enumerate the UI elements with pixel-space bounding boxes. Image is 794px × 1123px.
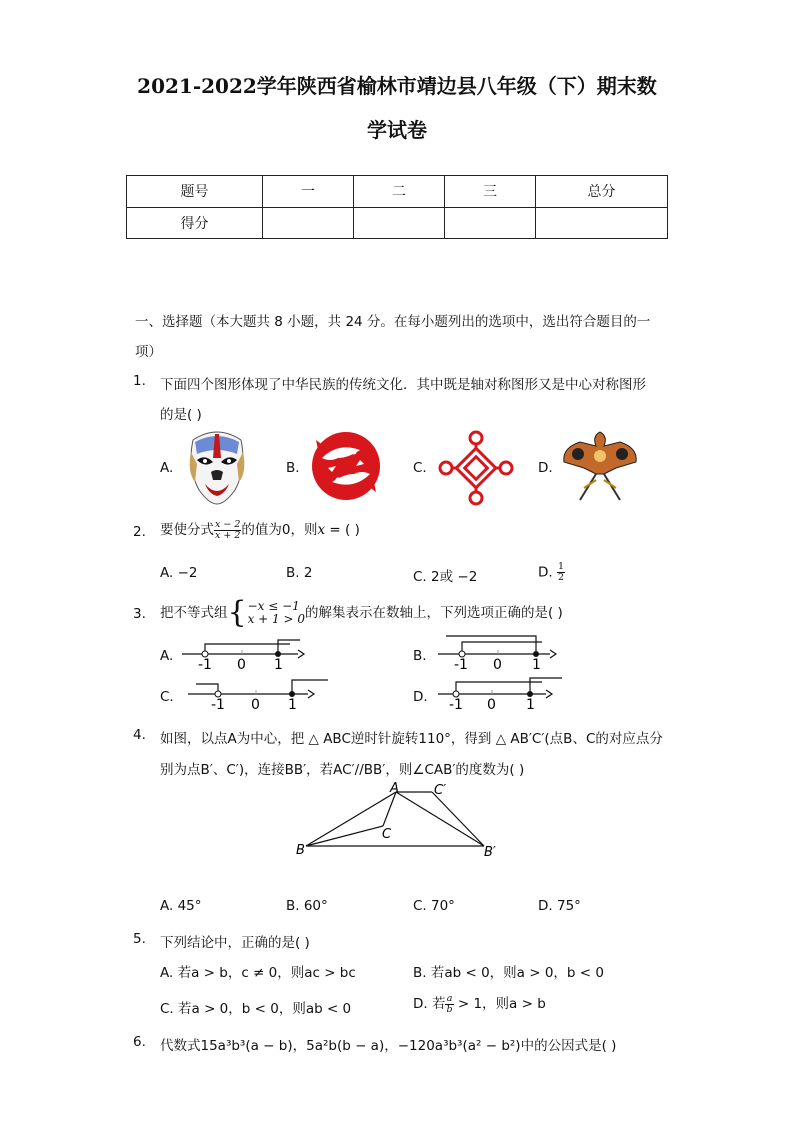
question-text-cont: 的是( ) <box>160 407 202 423</box>
inequality-system <box>248 600 305 626</box>
tick-label: 0 <box>251 697 260 713</box>
option-c: C. 70° <box>413 898 455 914</box>
tick-label: -1 <box>449 697 463 713</box>
question-text-mid: 的值为0，则 <box>241 522 318 538</box>
option-label: B. <box>286 460 300 476</box>
tick-label: -1 <box>454 657 468 672</box>
option-label: B. <box>413 648 427 664</box>
tick-label: -1 <box>198 657 212 672</box>
option-d: D. 75° <box>538 898 581 914</box>
score-row-label: 得分 <box>127 207 263 239</box>
fraction-numerator: 1 <box>557 561 565 572</box>
option-a: A. −2 <box>160 565 198 581</box>
fraction-denominator: 2 <box>557 572 565 583</box>
question-number: 4. <box>133 727 146 743</box>
option-label: A. <box>160 460 174 476</box>
question-number: 6. <box>133 1034 146 1050</box>
score-header-cell: 题号 <box>127 176 263 208</box>
option-d <box>538 562 565 583</box>
point-label-c-prime: C′ <box>434 783 447 798</box>
brace-glyph: { <box>227 595 247 630</box>
question-number: 2. <box>133 524 146 540</box>
kite-image <box>560 428 640 504</box>
option-d-pre: D. 若 <box>413 996 446 1012</box>
point-label-a: A <box>390 781 399 796</box>
chinese-knot-image <box>436 428 516 508</box>
point-label-b-prime: B′ <box>484 845 496 860</box>
tick-label: 0 <box>493 657 502 672</box>
option-a: A. 若a > b，c ≠ 0，则ac > bc <box>160 965 356 981</box>
option-b: B. 2 <box>286 565 313 581</box>
tick-label: -1 <box>211 697 225 713</box>
option-label: C. <box>160 689 174 705</box>
question-number: 5. <box>133 931 146 947</box>
tick-label: 1 <box>274 657 283 672</box>
inequality-2: x + 1 > 0 <box>247 612 305 626</box>
rotation-diagram <box>288 778 508 864</box>
section-heading-cont: 项） <box>135 344 162 360</box>
question-text-pre: 要使分式 <box>160 522 214 538</box>
number-line-d <box>432 672 566 714</box>
question-text-pre: 把不等式组 <box>160 605 228 621</box>
question-text: 代数式15a³b³(a − b)，5a²b(b − a)，−120a³b³(a² − b²)中的公因式是( ) <box>160 1038 617 1054</box>
question-text <box>160 516 360 544</box>
fraction-numerator: a <box>446 992 453 1004</box>
page-title-cont: 学试卷 <box>367 118 427 142</box>
option-c: C. 2或 −2 <box>413 569 478 585</box>
number-line-b <box>432 632 562 672</box>
option-label: A. <box>160 648 174 664</box>
fraction <box>557 562 565 583</box>
tick-label: 1 <box>532 657 541 672</box>
option-d-post: > 1，则a > b <box>453 996 546 1012</box>
score-header-cell: 二 <box>354 176 445 208</box>
option-d-label: D. <box>538 564 553 581</box>
question-text-cont: 别为点B′、C′)，连接BB′，若AC′//BB′，则∠CAB′的度数为( ) <box>160 762 525 778</box>
question-text <box>160 596 563 630</box>
question-text-post: = ( ) <box>325 522 360 538</box>
option-b: B. 60° <box>286 898 328 914</box>
option-label: C. <box>413 460 427 476</box>
tick-label: 1 <box>288 697 297 713</box>
tick-label: 0 <box>487 697 496 713</box>
question-number: 1. <box>133 373 146 389</box>
option-b: B. 若ab < 0，则a > 0，b < 0 <box>413 965 604 981</box>
score-cell[interactable] <box>354 207 445 239</box>
question-text: 下面四个图形体现了中华民族的传统文化．其中既是轴对称图形又是中心对称图形 <box>160 377 646 393</box>
variable: x <box>317 522 326 538</box>
question-text: 下列结论中，正确的是( ) <box>160 935 310 951</box>
number-line-c <box>184 676 334 714</box>
fraction-denominator: x + 2 <box>215 529 241 541</box>
point-label-c: C <box>382 827 392 842</box>
option-c: C. 若a > 0，b < 0，则ab < 0 <box>160 1001 352 1017</box>
question-text: 如图，以点A为中心，把 △ ABC逆时针旋转110°，得到 △ AB′C′(点B、C的对应点分 <box>160 731 663 747</box>
section-heading: 一、选择题（本大题共 8 小题，共 24 分。在每小题列出的选项中，选出符合题目的一 <box>135 314 651 330</box>
option-label: D. <box>538 460 553 476</box>
opera-mask-image <box>185 428 249 506</box>
fish-papercut-image <box>308 428 384 504</box>
score-header-cell: 总分 <box>536 176 668 208</box>
score-cell[interactable] <box>445 207 536 239</box>
tick-label: 1 <box>526 697 535 713</box>
fraction <box>214 520 241 541</box>
inequality-1: −x ≤ −1 <box>247 599 300 613</box>
point-label-b: B <box>296 843 305 858</box>
score-cell[interactable] <box>536 207 668 239</box>
fraction-denominator: b <box>446 1003 453 1015</box>
score-header-cell: 三 <box>445 176 536 208</box>
option-label: D. <box>413 689 428 705</box>
tick-label: 0 <box>237 657 246 672</box>
score-cell[interactable] <box>263 207 354 239</box>
score-table-header-row <box>127 176 668 208</box>
option-d <box>413 993 546 1015</box>
page-title: 2021-2022学年陕西省榆林市靖边县八年级（下）期末数 <box>137 74 657 98</box>
score-table <box>126 175 668 239</box>
number-line-a <box>180 636 310 672</box>
question-number: 3. <box>133 606 146 622</box>
question-text-post: 的解集表示在数轴上，下列选项正确的是( ) <box>305 605 563 621</box>
fraction <box>445 994 453 1015</box>
score-header-cell: 一 <box>263 176 354 208</box>
score-table-row <box>127 207 668 239</box>
option-a: A. 45° <box>160 898 202 914</box>
fraction-numerator: x − 2 <box>215 518 241 530</box>
